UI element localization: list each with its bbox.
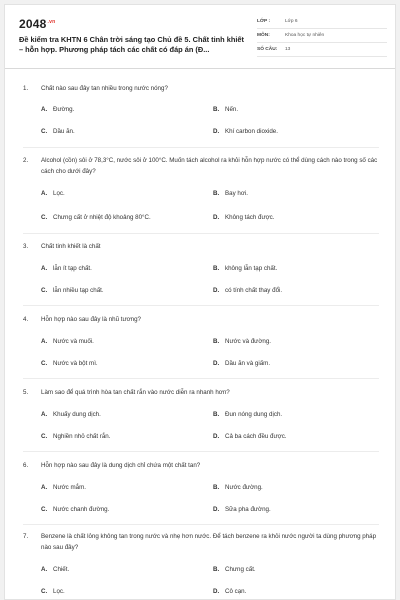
- option-a[interactable]: [41, 265, 92, 272]
- question-divider: [23, 451, 379, 452]
- option-letter: C.: [41, 588, 48, 595]
- question-text: Hỗn hợp nào sau đây là dung dịch chỉ chứa một chất tan?: [41, 462, 201, 469]
- option-text: Lọc.: [53, 190, 65, 197]
- option-letter: A.: [41, 338, 48, 345]
- option-text: Nến.: [225, 106, 239, 113]
- option-letter: D.: [213, 360, 220, 367]
- option-letter: D.: [213, 433, 220, 440]
- document-title: Đề kiểm tra KHTN 6 Chân trời sáng tạo Chủ đề 5. Chất tinh khiết – hỗn hợp. Phương pháp tách các chất có đáp án (Đ...: [19, 35, 244, 54]
- option-letter: A.: [41, 190, 48, 197]
- option-d[interactable]: [213, 506, 271, 513]
- option-text: Chưng cất ở nhiệt độ khoảng 80°C.: [53, 214, 151, 221]
- question-number: 7.: [23, 533, 29, 540]
- meta-key: MÔN:: [257, 33, 270, 38]
- option-letter: D.: [213, 506, 220, 513]
- option-letter: A.: [41, 106, 48, 113]
- option-text: Nước và đường.: [225, 338, 271, 345]
- question-text: Chất tinh khiết là chất: [41, 243, 101, 250]
- worksheet-page: [4, 4, 396, 600]
- question-number: 3.: [23, 243, 29, 250]
- document-meta: [257, 15, 387, 57]
- option-text: Chiết.: [53, 566, 70, 573]
- option-c[interactable]: [41, 128, 75, 135]
- question-divider: [23, 378, 379, 379]
- option-c[interactable]: [41, 506, 109, 513]
- meta-value: Lớp 6: [285, 19, 298, 24]
- option-c[interactable]: [41, 588, 65, 595]
- question-number: 5.: [23, 389, 29, 396]
- option-text: có tính chất thay đổi.: [225, 287, 283, 294]
- option-d[interactable]: [213, 214, 274, 221]
- question-text: Làm sao để quá trình hòa tan chất rắn vào nước diễn ra nhanh hơn?: [41, 389, 230, 396]
- option-text: Nước đường.: [225, 484, 263, 491]
- logo-text: 2048: [19, 17, 47, 31]
- question-divider: [23, 524, 379, 525]
- meta-row-subject: [257, 29, 387, 43]
- option-c[interactable]: [41, 360, 98, 367]
- option-letter: D.: [213, 287, 220, 294]
- option-c[interactable]: [41, 214, 151, 221]
- option-letter: C.: [41, 360, 48, 367]
- option-c[interactable]: [41, 433, 110, 440]
- option-letter: B.: [213, 338, 220, 345]
- meta-row-count: [257, 43, 387, 57]
- meta-row-grade: [257, 15, 387, 29]
- option-letter: B.: [213, 190, 220, 197]
- option-letter: C.: [41, 287, 48, 294]
- option-text: Cả ba cách đều được.: [225, 433, 287, 440]
- option-b[interactable]: [213, 566, 256, 573]
- meta-value: 13: [285, 47, 291, 52]
- logo-suffix: .vn: [47, 19, 56, 25]
- option-b[interactable]: [213, 106, 238, 113]
- option-letter: A.: [41, 566, 48, 573]
- option-letter: C.: [41, 128, 48, 135]
- site-logo[interactable]: [19, 17, 55, 31]
- option-b[interactable]: [213, 265, 277, 272]
- meta-key: SỐ CÂU:: [257, 47, 278, 52]
- question-text: Hỗn hợp nào sau đây là nhũ tương?: [41, 316, 141, 323]
- option-text: Khí carbon dioxide.: [225, 128, 278, 135]
- option-c[interactable]: [41, 287, 104, 294]
- option-letter: D.: [213, 214, 220, 221]
- question-divider: [23, 233, 379, 234]
- option-text: lẫn ít tạp chất.: [53, 265, 92, 272]
- option-d[interactable]: [213, 588, 246, 595]
- meta-key: LỚP :: [257, 19, 271, 24]
- option-text: Dầu ăn.: [53, 128, 75, 135]
- option-text: Chưng cất.: [225, 566, 256, 573]
- option-text: Lọc.: [53, 588, 65, 595]
- option-letter: B.: [213, 484, 220, 491]
- option-text: Nước và bột mì.: [53, 360, 98, 367]
- option-a[interactable]: [41, 566, 69, 573]
- option-d[interactable]: [213, 128, 278, 135]
- option-letter: A.: [41, 411, 48, 418]
- option-a[interactable]: [41, 338, 94, 345]
- option-a[interactable]: [41, 106, 74, 113]
- question-number: 1.: [23, 85, 29, 92]
- option-b[interactable]: [213, 411, 282, 418]
- option-letter: A.: [41, 265, 48, 272]
- page-header: [5, 5, 395, 69]
- option-a[interactable]: [41, 190, 65, 197]
- question-number: 2.: [23, 157, 29, 164]
- option-d[interactable]: [213, 360, 270, 367]
- option-letter: B.: [213, 411, 220, 418]
- question-number: 4.: [23, 316, 29, 323]
- option-letter: C.: [41, 506, 48, 513]
- option-text: Đường.: [53, 106, 75, 113]
- option-text: Sữa pha đường.: [225, 506, 271, 513]
- option-b[interactable]: [213, 484, 263, 491]
- option-a[interactable]: [41, 484, 86, 491]
- option-text: Bay hơi.: [225, 190, 248, 197]
- option-letter: A.: [41, 484, 48, 491]
- option-text: Nước và muối.: [53, 338, 94, 345]
- option-text: lẫn nhiều tạp chất.: [53, 287, 104, 294]
- question-text: Benzene là chất lỏng không tan trong nước và nhẹ hơn nước. Để tách benzene ra khỏi nước người ta dùng phương pháp nào sau đây?: [41, 533, 377, 551]
- meta-value: Khoa học tự nhiên: [285, 33, 325, 38]
- option-text: Đun nóng dung dịch.: [225, 411, 283, 418]
- option-letter: D.: [213, 588, 220, 595]
- option-text: không lẫn tạp chất.: [225, 265, 278, 272]
- option-letter: B.: [213, 106, 220, 113]
- option-letter: D.: [213, 128, 220, 135]
- option-d[interactable]: [213, 433, 287, 440]
- option-letter: C.: [41, 433, 48, 440]
- option-text: Nước chanh đường.: [53, 506, 110, 513]
- option-letter: B.: [213, 566, 220, 573]
- question-text: Chất nào sau đây tan nhiều trong nước nóng?: [41, 85, 168, 92]
- option-b[interactable]: [213, 338, 271, 345]
- option-b[interactable]: [213, 190, 248, 197]
- question-divider: [23, 147, 379, 148]
- option-text: Không tách được.: [225, 214, 275, 221]
- question-divider: [23, 305, 379, 306]
- option-text: Khuấy dung dịch.: [53, 411, 101, 418]
- option-text: Nghiền nhỏ chất rắn.: [53, 433, 111, 440]
- option-text: Nước mắm.: [53, 484, 86, 491]
- option-a[interactable]: [41, 411, 101, 418]
- option-text: Dầu ăn và giấm.: [225, 360, 271, 367]
- option-letter: C.: [41, 214, 48, 221]
- option-d[interactable]: [213, 287, 282, 294]
- question-number: 6.: [23, 462, 29, 469]
- question-text: Alcohol (cồn) sôi ở 78,3°C, nước sôi ở 100°C. Muốn tách alcohol ra khỏi hỗn hợp nước có thể dùng cách nào trong số các cách cho dưới đây?: [41, 157, 378, 175]
- option-letter: B.: [213, 265, 220, 272]
- option-text: Cô cạn.: [225, 588, 247, 595]
